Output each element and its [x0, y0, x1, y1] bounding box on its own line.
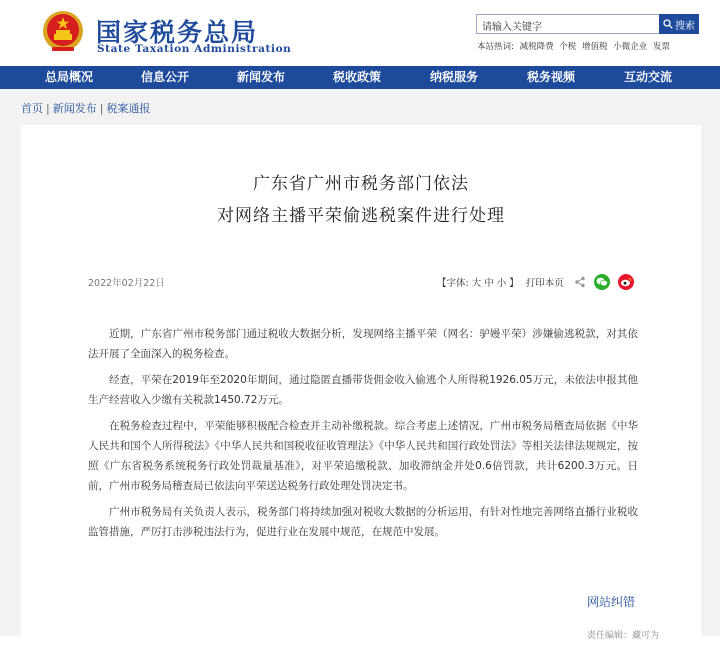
nav-item-info-disclosure[interactable]: 信息公开: [141, 70, 190, 84]
search-icon: [663, 19, 673, 29]
nav-item-tax-policy[interactable]: 税收政策: [333, 70, 382, 84]
nav-item-interaction[interactable]: 互动交流: [624, 70, 673, 84]
article-tools: [437, 274, 634, 290]
site-correction-link[interactable]: 网站纠错: [587, 595, 636, 609]
breadcrumb-home[interactable]: 首页: [21, 102, 43, 115]
wechat-icon[interactable]: [594, 274, 610, 290]
hot-word-link[interactable]: 小微企业: [613, 42, 648, 52]
search-button-label: 搜索: [675, 20, 695, 32]
hot-words-label: 本站热词:: [477, 42, 514, 52]
hot-word-link[interactable]: 减税降费: [519, 42, 554, 52]
font-size-options: [472, 275, 510, 289]
font-size-label: 【字体:: [437, 278, 469, 289]
site-header: [0, 0, 720, 66]
breadcrumb-tax-cases[interactable]: 税案通报: [106, 102, 151, 115]
site-logo-title[interactable]: 国家税务总局: [96, 18, 259, 47]
share-icon[interactable]: [574, 276, 586, 288]
font-size-large[interactable]: 大: [471, 278, 482, 289]
font-size-small[interactable]: 小: [496, 278, 507, 289]
nav-item-tax-service[interactable]: 纳税服务: [430, 70, 479, 84]
nav-item-tax-video[interactable]: 税务视频: [527, 70, 576, 84]
weibo-icon[interactable]: [618, 274, 634, 290]
article-paragraph: 在税务检查过程中，平荣能够积极配合检查并主动补缴税款。综合考虑上述情况，广州市税务局稽查局依据《中华人民共和国个人所得税法》《中华人民共和国税收征收管理法》《中华人民共和国行政处罚法》等相关法律法规规定，按照《广东省税务系统税务行政处罚裁量基准》，对平荣追缴税款、加收滞纳金并处0.6倍罚款，共计6200.3万元。日前，广州市税务局稽查局已依法向平荣送达税务行政处理处罚决定书。: [88, 420, 638, 492]
article-title-line2: 对网络主播平荣偷逃税案件进行处理: [217, 206, 505, 226]
article-body: [88, 324, 638, 548]
search-input[interactable]: 请输入关键字: [476, 14, 662, 34]
page-content: [0, 89, 720, 641]
breadcrumb-separator: |: [46, 102, 50, 115]
hot-word-link[interactable]: 增值税: [582, 42, 608, 52]
article-title-line1: 广东省广州市税务部门依法: [253, 174, 469, 194]
national-emblem-icon[interactable]: [42, 9, 84, 53]
main-nav: [0, 66, 720, 89]
font-size-close: 】: [509, 278, 519, 289]
breadcrumb: [21, 100, 150, 116]
print-page-link[interactable]: 打印本页: [525, 278, 564, 289]
font-size-medium[interactable]: 中: [484, 278, 494, 289]
article-paragraph: 经查，平荣在2019年至2020年期间，通过隐匿直播带货佣金收入偷逃个人所得税1926.05万元，未依法申报其他生产经营收入少缴有关税款1450.72万元。: [88, 374, 638, 406]
article-card: [21, 125, 701, 645]
responsible-editor: 责任编辑：藏可为: [587, 631, 660, 641]
publish-date: 2022年02月22日: [88, 278, 165, 289]
breadcrumb-separator: |: [99, 102, 104, 115]
nav-item-overview[interactable]: 总局概况: [45, 70, 94, 84]
wechat-glyph: [596, 277, 608, 287]
hot-word-link[interactable]: 发票: [652, 42, 670, 52]
search-button[interactable]: [659, 14, 699, 34]
nav-item-news[interactable]: 新闻发布: [237, 70, 286, 84]
hot-words: [477, 40, 673, 52]
weibo-glyph: [620, 277, 632, 287]
hot-word-link[interactable]: 个税: [559, 42, 577, 52]
article-paragraph: 近期，广东省广州市税务部门通过税收大数据分析，发现网络主播平荣（网名：驴嫚平荣）涉嫌偷逃税款，对其依法开展了全面深入的税务检查。: [88, 328, 638, 360]
breadcrumb-news[interactable]: 新闻发布: [52, 102, 97, 115]
site-logo-subtitle[interactable]: State Taxation Administration: [97, 43, 292, 55]
article-paragraph: 广州市税务局有关负责人表示，税务部门将持续加强对税收大数据的分析运用，有针对性地完善网络直播行业税收监管措施，严厉打击涉税违法行为，促进行业在发展中规范，在规范中发展。: [88, 506, 638, 538]
